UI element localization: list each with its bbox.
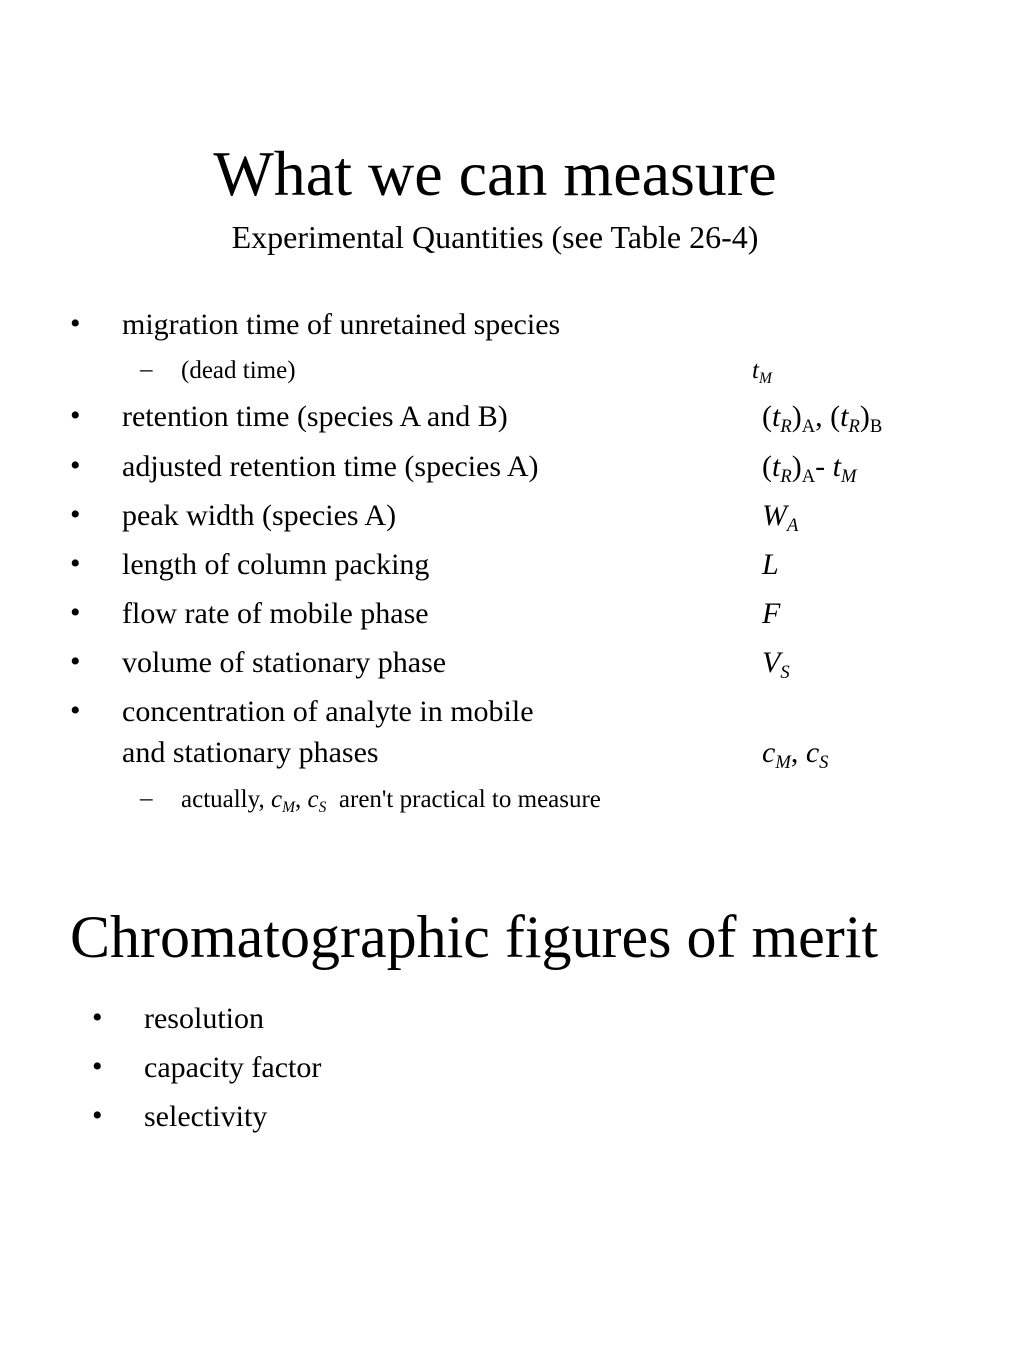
item-label-stationary-volume: volume of stationary phase bbox=[122, 646, 447, 679]
symbol-flow-rate: F bbox=[762, 597, 781, 630]
merit-item-selectivity: selectivity bbox=[144, 1100, 268, 1133]
symbol-retention-time: $(t_R)_A$, $(t_R)_B$ bbox=[762, 400, 883, 437]
section-title-figures-of-merit: Chromatographic figures of merit bbox=[70, 904, 879, 970]
item-label-dead-time: (dead time) bbox=[181, 357, 296, 384]
page-title: What we can measure bbox=[213, 138, 777, 209]
merit-item-resolution: resolution bbox=[144, 1002, 264, 1035]
symbol-column-length: L bbox=[762, 548, 779, 581]
bullet-marker: • bbox=[70, 645, 81, 678]
page-subtitle: Experimental Quantities (see Table 26-4) bbox=[231, 219, 759, 255]
dash-marker: – bbox=[140, 785, 153, 812]
item-note-concentration: actually, $c_M$, $c_S$ aren't practical to measure bbox=[181, 786, 601, 816]
item-label-concentration-line1: concentration of analyte in mobile bbox=[122, 695, 534, 728]
bullet-marker: • bbox=[92, 1001, 103, 1034]
bullet-marker: • bbox=[92, 1050, 103, 1083]
symbol-peak-width: $W_A$ bbox=[762, 499, 799, 536]
bullet-marker: • bbox=[70, 449, 81, 482]
symbol-concentration: $c_M$, $c_S$ bbox=[762, 736, 829, 773]
symbol-stationary-volume: $V_S$ bbox=[762, 646, 790, 683]
bullet-marker: • bbox=[70, 547, 81, 580]
bullet-marker: • bbox=[70, 498, 81, 531]
merit-item-capacity-factor: capacity factor bbox=[144, 1051, 322, 1084]
symbol-dead-time: $t_M$ bbox=[752, 357, 772, 387]
item-label-migration-time: migration time of unretained species bbox=[122, 308, 561, 341]
bullet-marker: • bbox=[70, 596, 81, 629]
item-label-adjusted-retention-time: adjusted retention time (species A) bbox=[122, 450, 539, 483]
item-label-retention-time: retention time (species A and B) bbox=[122, 400, 508, 433]
bullet-marker: • bbox=[70, 307, 81, 340]
item-label-peak-width: peak width (species A) bbox=[122, 499, 397, 532]
item-label-flow-rate: flow rate of mobile phase bbox=[122, 597, 429, 630]
symbol-adjusted-retention-time: $(t_R)_A-$ $t_M$ bbox=[762, 450, 857, 487]
item-label-concentration-line2: and stationary phases bbox=[122, 736, 379, 769]
bullet-marker: • bbox=[92, 1099, 103, 1132]
bullet-marker: • bbox=[70, 694, 81, 727]
item-label-column-length: length of column packing bbox=[122, 548, 430, 581]
bullet-marker: • bbox=[70, 399, 81, 432]
dash-marker: – bbox=[140, 356, 153, 383]
